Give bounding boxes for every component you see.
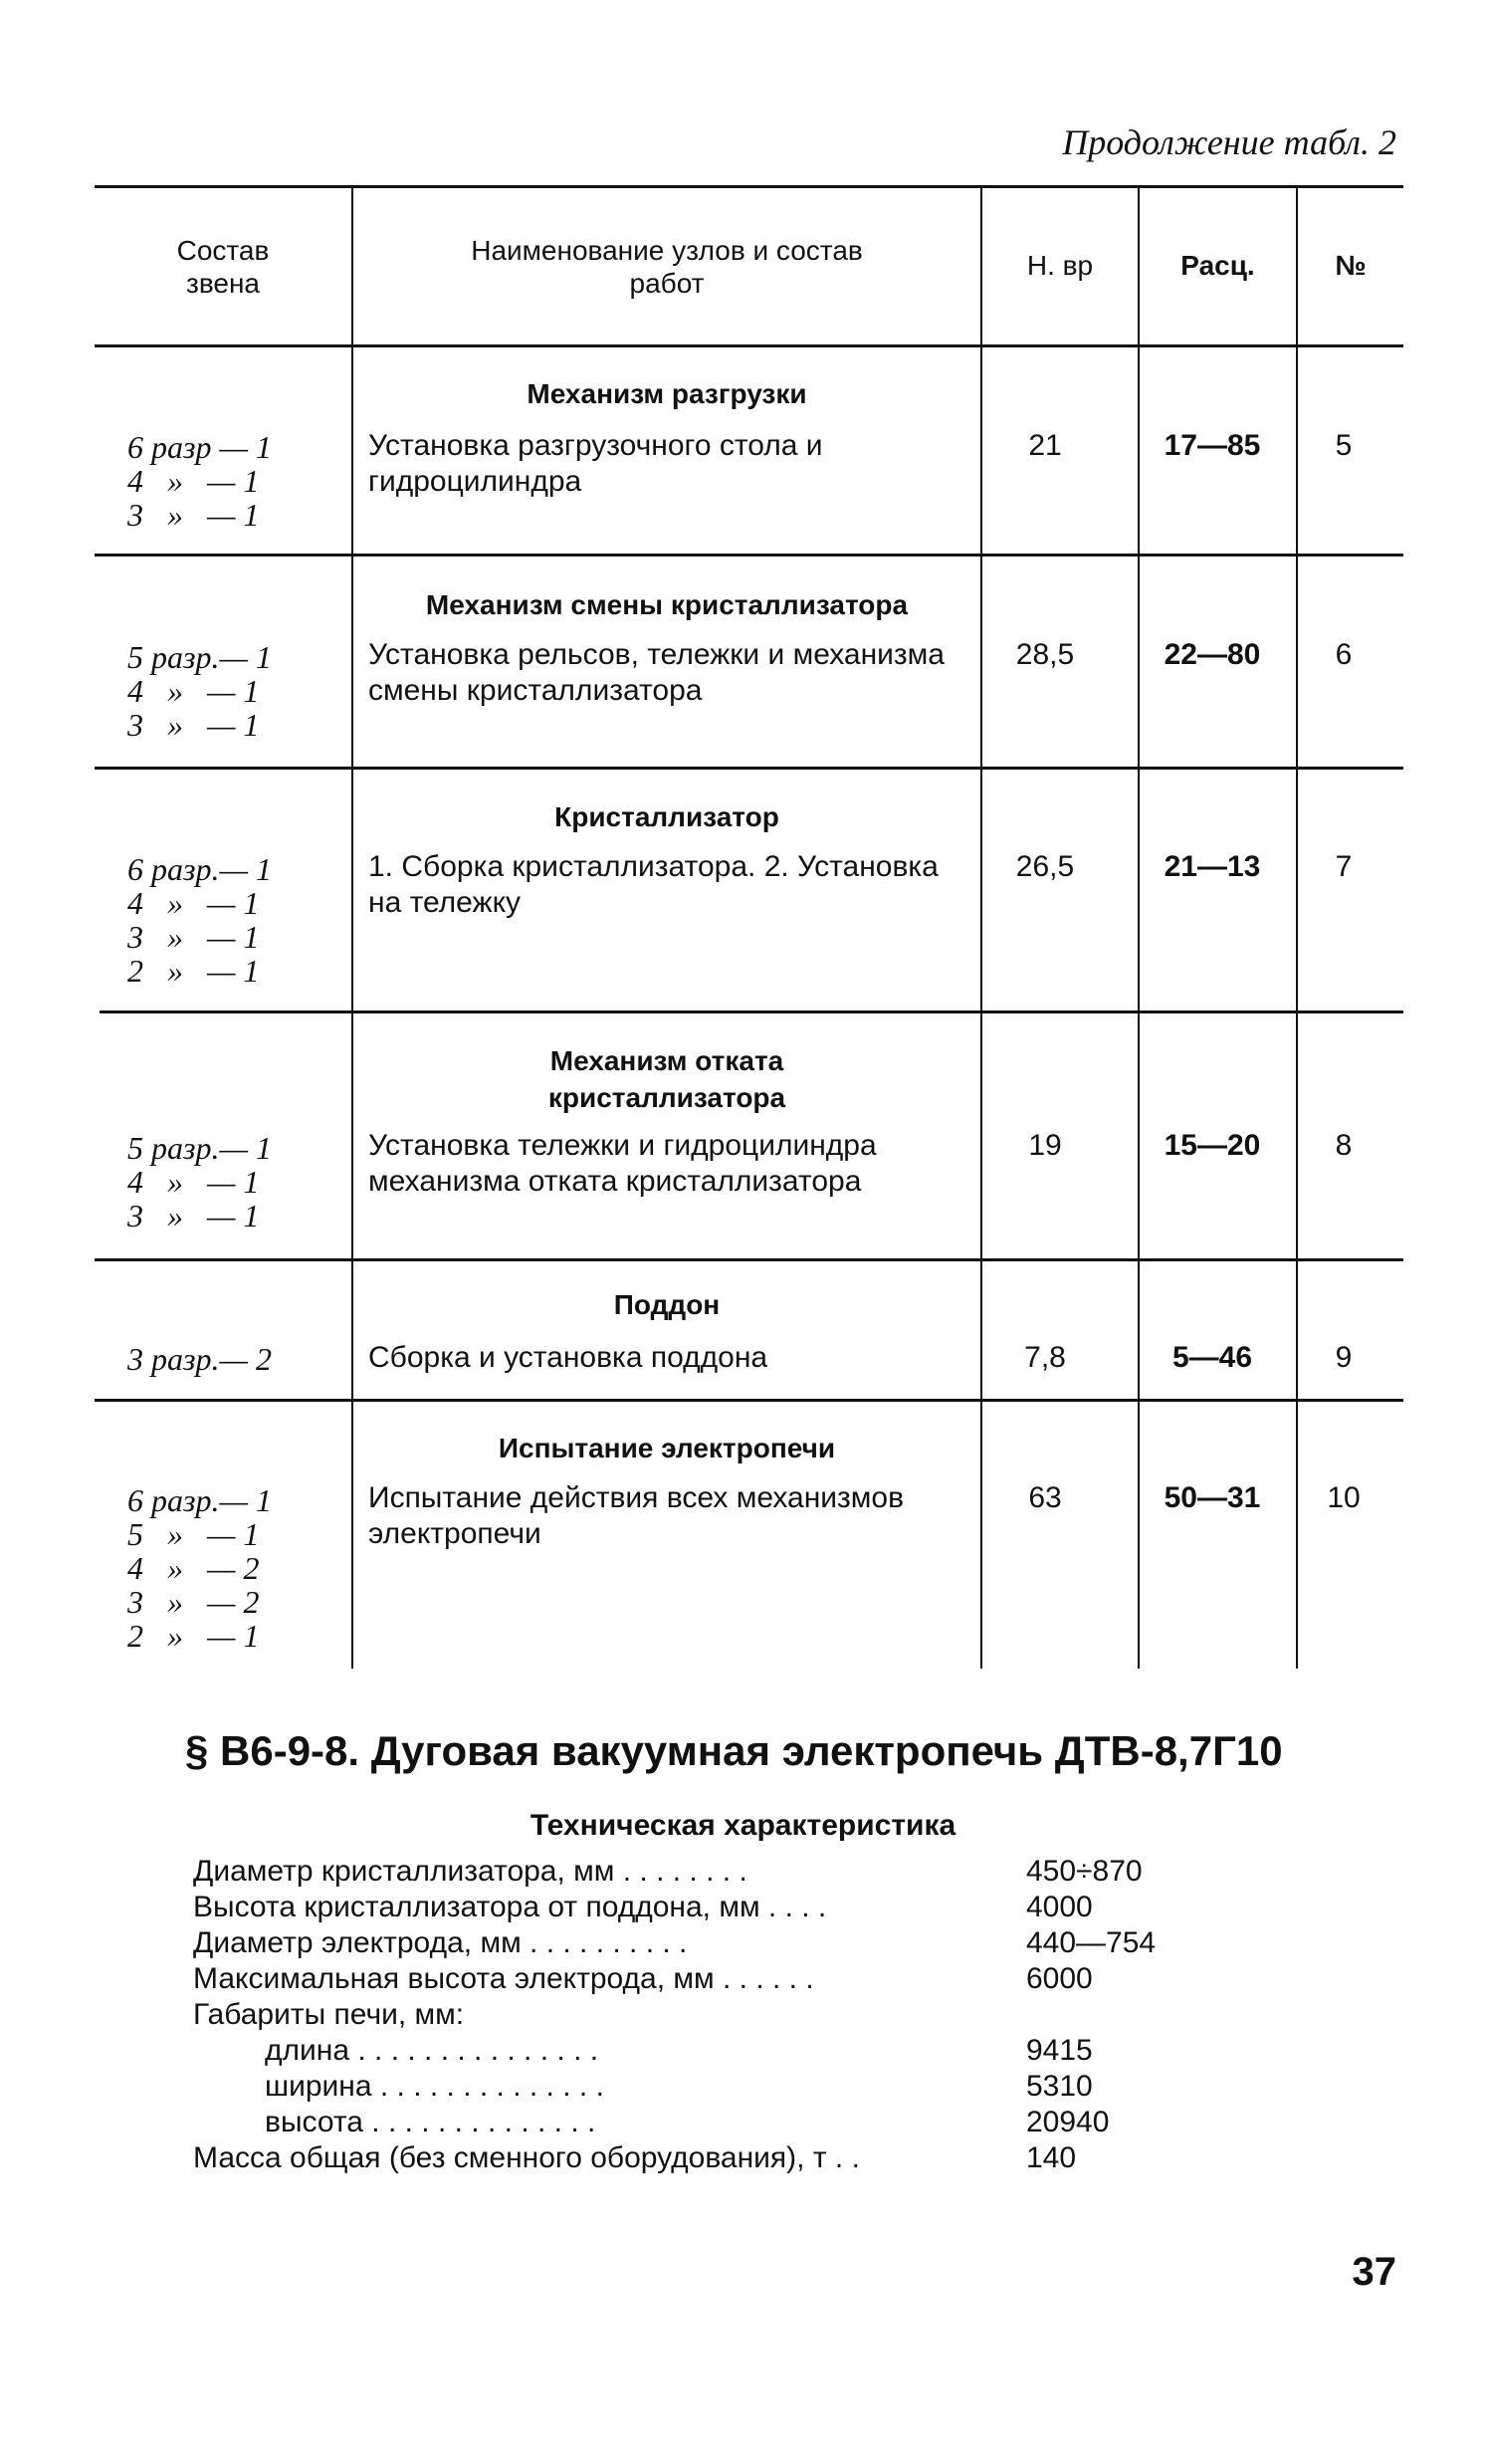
spec-value: 4000	[1026, 1891, 1093, 1923]
header-work: Наименование узлов и состав работ	[471, 235, 863, 299]
spec-row	[193, 1997, 1288, 2033]
spec-label: высота . . . . . . . . . . . . . .	[265, 2106, 596, 2138]
work-description: Испытание действия всех механизмов электропечи	[368, 1481, 905, 1550]
work-description: Установка рельсов, тележки и механизма смены кристаллизатора	[368, 638, 945, 707]
rate: 50—31	[1164, 1481, 1261, 1514]
section-title: Механизм отката кристаллизатора	[547, 1045, 786, 1113]
work-description: Сборка и установка поддона	[368, 1341, 768, 1374]
header-price: Расц.	[1180, 250, 1255, 281]
crew-composition: 5 разр.— 1 4 » — 1 3 » — 1	[127, 639, 272, 743]
section-heading: § В6-9-8. Дуговая вакуумная электропечь ДТВ-8,7Г10	[185, 1727, 1283, 1774]
row-separator	[95, 554, 1403, 557]
page-number: 37	[1352, 2250, 1396, 2294]
spec-value: 450÷870	[1026, 1855, 1143, 1888]
spec-label: Диаметр кристаллизатора, мм . . . . . . . .	[193, 1855, 747, 1888]
header-norm: Н. вр	[1026, 250, 1094, 281]
spec-label: длина . . . . . . . . . . . . . . .	[265, 2034, 599, 2067]
row-separator	[100, 1010, 1403, 1013]
time-norm: 21	[1028, 429, 1062, 462]
spec-row	[193, 2069, 1288, 2105]
item-number: 10	[1327, 1481, 1361, 1514]
spec-value: 9415	[1026, 2034, 1093, 2067]
item-number: 6	[1335, 638, 1353, 671]
section-title: Поддон	[613, 1289, 721, 1320]
table-top-rule	[95, 185, 1403, 188]
time-norm: 19	[1028, 1129, 1062, 1162]
time-norm: 26,5	[1015, 850, 1075, 883]
work-description: 1. Сборка кристаллизатора. 2. Установка на тележку	[368, 850, 939, 919]
column-divider	[1138, 185, 1140, 1669]
time-norm: 28,5	[1015, 638, 1075, 671]
crew-composition: 6 разр.— 1 5 » — 1 4 » — 2 3 » — 2 2 » — 1	[127, 1482, 272, 1654]
header-crew: Состав звена	[176, 235, 270, 299]
section-title: Испытание электропечи	[498, 1433, 836, 1463]
spec-row	[193, 1854, 1288, 1890]
header-num: №	[1335, 250, 1367, 281]
spec-label: Высота кристаллизатора от поддона, мм . . . .	[193, 1891, 827, 1923]
row-separator	[95, 1258, 1403, 1261]
spec-value: 140	[1026, 2141, 1077, 2174]
spec-label: Диаметр электрода, мм . . . . . . . . . .	[193, 1926, 688, 1959]
section-title: Механизм смены кристаллизатора	[425, 589, 909, 620]
spec-label: ширина . . . . . . . . . . . . . .	[265, 2070, 604, 2103]
item-number: 7	[1335, 850, 1353, 883]
spec-value: 20940	[1026, 2106, 1110, 2138]
spec-row	[193, 1925, 1288, 1961]
spec-row	[193, 1961, 1288, 1997]
time-norm: 7,8	[1024, 1341, 1066, 1374]
item-number: 5	[1335, 429, 1353, 462]
crew-composition: 5 разр.— 1 4 » — 1 3 » — 1	[127, 1130, 272, 1233]
column-divider	[1296, 185, 1298, 1669]
rate: 15—20	[1164, 1129, 1261, 1162]
spec-title: Техническая характеристика	[530, 1809, 956, 1842]
spec-value: 6000	[1026, 1962, 1093, 1995]
crew-composition: 3 разр.— 2	[127, 1341, 272, 1377]
work-description: Установка разгрузочного стола и гидроцилиндра	[368, 429, 823, 498]
spec-label: Максимальная высота электрода, мм . . . . . .	[193, 1962, 814, 1995]
spec-value: 5310	[1026, 2070, 1093, 2103]
section-title: Кристаллизатор	[554, 801, 779, 832]
time-norm: 63	[1028, 1481, 1062, 1514]
column-divider	[980, 185, 982, 1669]
spec-row	[193, 2033, 1288, 2069]
spec-value: 440—754	[1026, 1926, 1157, 1959]
rate: 17—85	[1164, 429, 1261, 462]
crew-composition: 6 разр.— 1 4 » — 1 3 » — 1 2 » — 1	[127, 851, 272, 989]
rate: 5—46	[1171, 1341, 1253, 1374]
row-separator	[95, 767, 1403, 770]
crew-composition: 6 разр — 1 4 » — 1 3 » — 1	[127, 429, 272, 533]
rate: 21—13	[1164, 850, 1261, 883]
table-header-rule	[95, 344, 1403, 347]
spec-row	[193, 1890, 1288, 1925]
spec-list	[193, 1854, 1288, 2176]
spec-label: Габариты печи, мм:	[193, 1998, 465, 2031]
rate: 22—80	[1164, 638, 1261, 671]
continuation-note: Продолжение табл. 2	[1062, 122, 1396, 162]
item-number: 8	[1335, 1129, 1353, 1162]
work-description: Установка тележки и гидроцилиндра механизма отката кристаллизатора	[368, 1129, 877, 1198]
row-separator	[95, 1399, 1403, 1402]
spec-label: Масса общая (без сменного оборудования), т . .	[193, 2141, 860, 2174]
spec-row	[193, 2105, 1288, 2140]
item-number: 9	[1335, 1341, 1353, 1374]
spec-row	[193, 2140, 1288, 2176]
section-title: Механизм разгрузки	[527, 378, 807, 409]
